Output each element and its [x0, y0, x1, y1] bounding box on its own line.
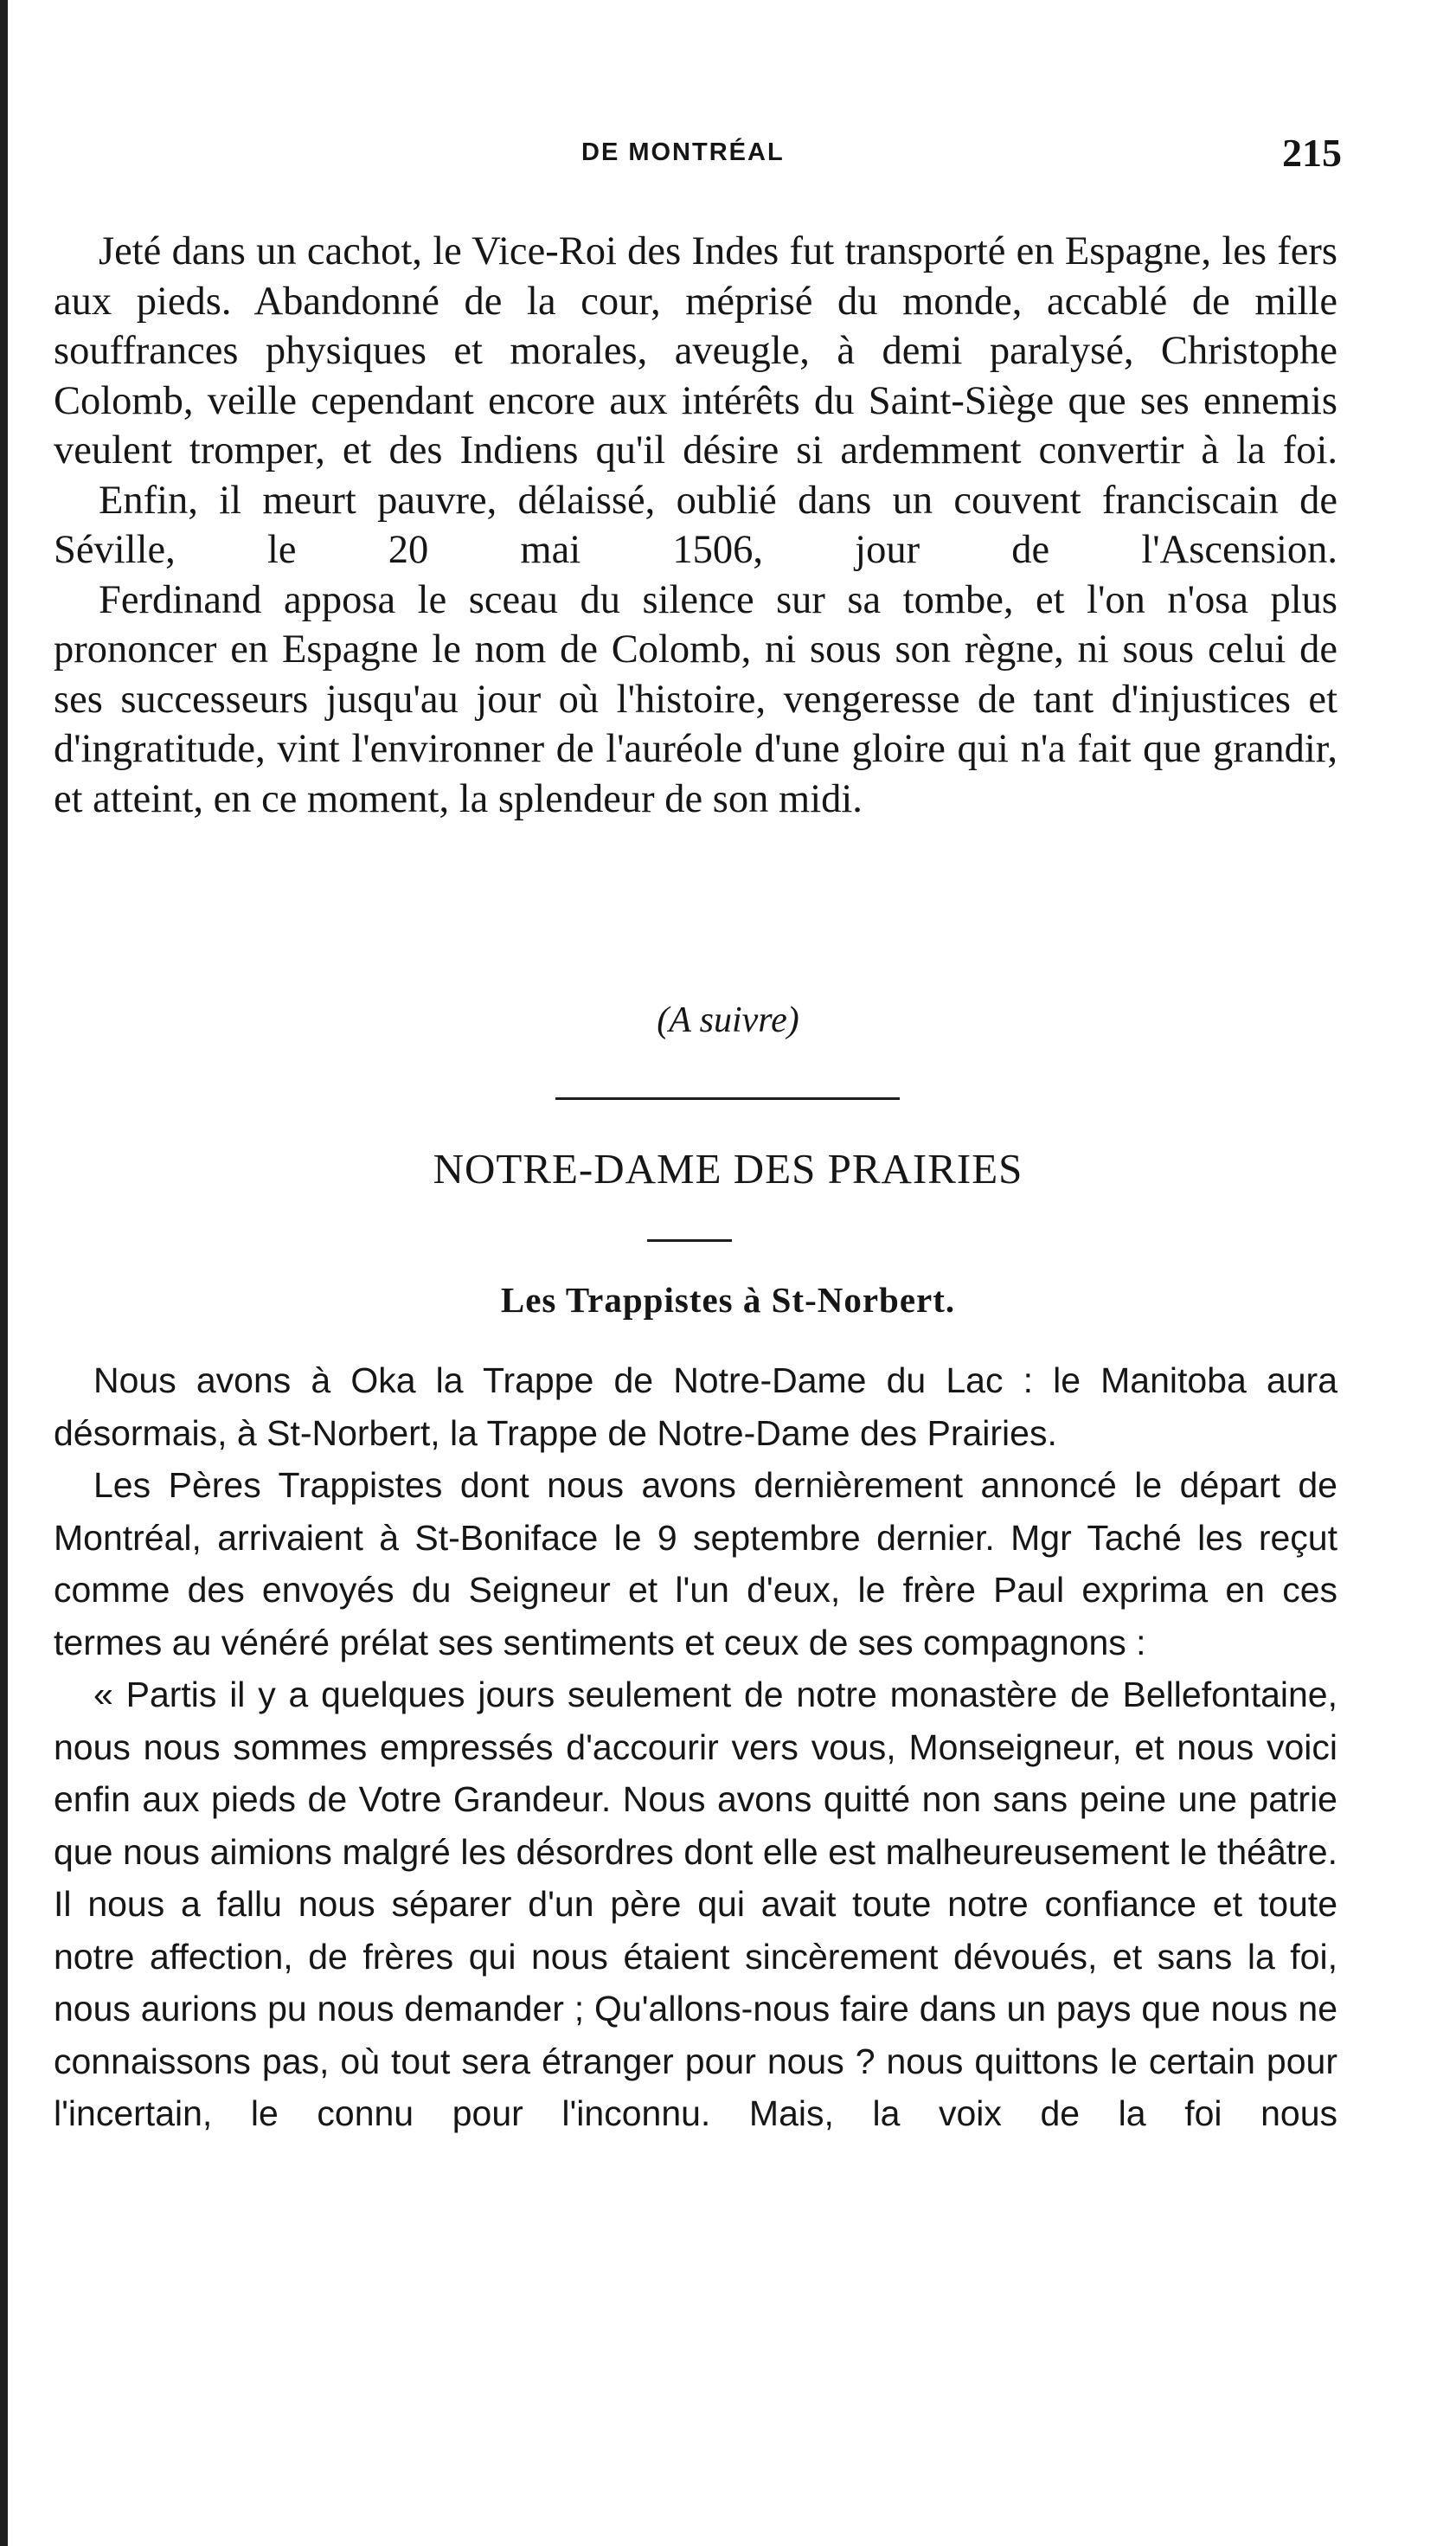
paragraph: Jeté dans un cachot, le Vice-Roi des Indes fut transporté en Espagne, les fers aux pieds. Abandonné de la cour, méprisé du monde, accablé de mille souffrances physiques et morales, aveugle, à demi paralysé, Christophe Colomb, veille cependant encore aux intérêts du Saint-Siège que ses ennemis veulent tromper, et des Indiens qu'il désire si ardemment convertir à la foi. — [54, 229, 1337, 473]
article-body — [54, 1354, 1337, 2140]
running-title: DE MONTRÉAL — [581, 138, 785, 166]
page-number: 215 — [1282, 131, 1342, 175]
title-divider — [647, 1239, 732, 1242]
paragraph: Ferdinand apposa le sceau du silence sur sa tombe, et l'on n'osa plus prononcer en Espagne le nom de Colomb, ni sous son règne, ni sous celui de ses successeurs jusqu'au jour où l'histoire, vengeresse de tant d'injustices et d'ingratitude, vint l'environner de l'auréole d'une gloire qui n'a fait que grandir, et atteint, en ce moment, la splendeur de son midi. — [54, 577, 1337, 821]
paragraph: Enfin, il meurt pauvre, délaissé, oublié dans un couvent franciscain de Séville, le 20 mai 1506, jour de l'Ascension. — [54, 478, 1337, 572]
scan-edge-shadow — [0, 0, 8, 2546]
paragraph: Les Pères Trappistes dont nous avons dernièrement annoncé le départ de Montréal, arrivaient à St-Boniface le 9 septembre dernier. Mgr Taché les reçut comme des envoyés du Seigneur et l'un d'eux, le frère Paul exprima en ces termes au vénéré prélat ses sentiments et ceux de ses compagnons : — [54, 1465, 1337, 1662]
previous-article-text — [54, 227, 1337, 824]
article-subtitle: Les Trappistes à St-Norbert. — [500, 1280, 956, 1320]
paragraph: « Partis il y a quelques jours seulement de notre monastère de Bellefontaine, nous nous sommes empressés d'accourir vers vous, Monseigneur, et nous voici enfin aux pieds de Votre Grandeur. Nous avons quitté non sans peine une patrie que nous aimions malgré les désordres dont elle est malheureusement le théâtre. Il nous a fallu nous séparer d'un père qui avait toute notre confiance et toute notre affection, de frères qui nous étaient sincèrement dévoués, et sans la foi, nous aurions pu nous demander ; Qu'allons-nous faire dans un pays que nous ne connaissons pas, où tout sera étranger pour nous ? nous quittons le certain pour l'incertain, le connu pour l'inconnu. Mais, la voix de la foi nous — [54, 1675, 1337, 2133]
paragraph: Nous avons à Oka la Trappe de Notre-Dame du Lac : le Manitoba aura désormais, à St-Norbert, la Trappe de Notre-Dame des Prairies. — [54, 1360, 1337, 1453]
to-be-continued: (A suivre) — [657, 1000, 799, 1040]
article-title: NOTRE-DAME DES PRAIRIES — [433, 1145, 1023, 1193]
section-divider — [555, 1097, 900, 1100]
